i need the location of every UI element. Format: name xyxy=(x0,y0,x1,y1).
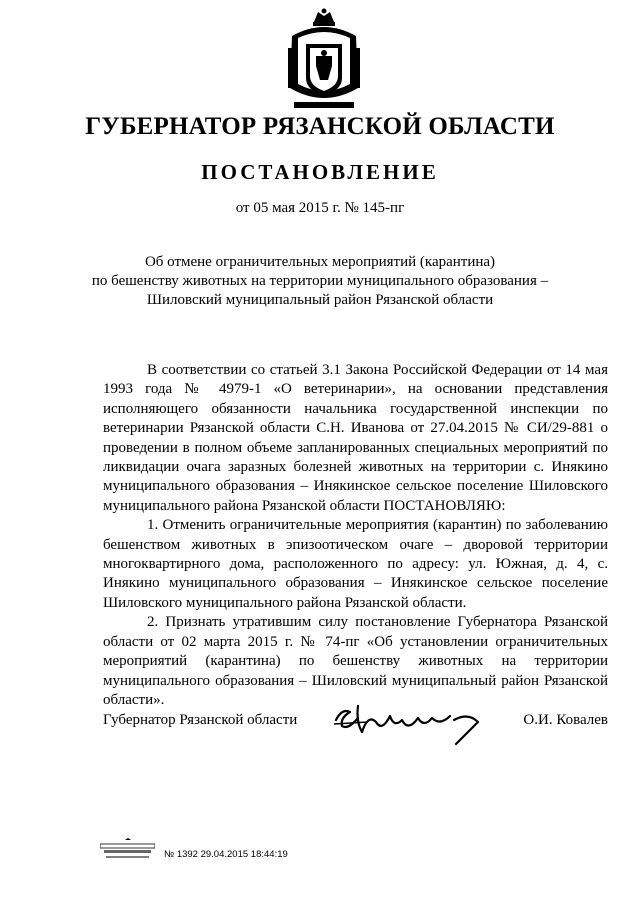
signatory-position: Губернатор Рязанской области xyxy=(103,712,298,728)
handwritten-signature xyxy=(328,698,503,748)
decree-title: ПОСТАНОВЛЕНИЕ xyxy=(201,160,439,184)
decree-subject xyxy=(0,253,640,310)
body-paragraph-item-2: 2. Признать утратившим силу постановление Губернатора Рязанской области от 02 марта 2015 г. № 74-пг «Об установлении ограничительных мероприятий (карантина) по бешенству животных на территории муниципального образования – Шиловский муниципальный район Рязанской области». xyxy=(103,614,608,708)
signature-block xyxy=(103,712,608,742)
registration-footer xyxy=(100,838,360,864)
subject-line: по бешенству животных на территории муниципального образования – xyxy=(91,273,549,289)
coat-of-arms-emblem xyxy=(284,8,364,114)
registry-stamp-logo xyxy=(100,838,155,860)
body-paragraph-preamble: В соответствии со статьей 3.1 Закона Российской Федерации от 14 мая 1993 года № 4979-1 «О ветеринарии», на основании представления исполняющего обязанности начальника государственной инспекции по ветеринарии Рязанской области С.Н. Иванова от 27.04.2015 № СИ/29-881 о проведении в полном объеме запланированных специальных мероприятий по ликвидации очага заразных болезней животных на территории с. Инякино муниципального образования – Инякинское сельское поселение Шиловского муниципального района Рязанской области ПОСТАНОВЛЯЮ: xyxy=(103,362,608,514)
decree-date-number: от 05 мая 2015 г. № 145-пг xyxy=(235,200,405,216)
subject-line: Шиловский муниципальный район Рязанской области xyxy=(146,292,494,308)
body-paragraph-item-1: 1. Отменить ограничительные мероприятия (карантин) по заболеванию бешенством животных в эпизоотическом очаге – дворовой территории многоквартирного дома, расположенного по адресу: ул. Южная, д. 4, с. Инякино муниципального образования – Инякинское сельское поселение Шиловского муниципального района Рязанской области. xyxy=(103,517,608,611)
governor-title: ГУБЕРНАТОР РЯЗАНСКОЙ ОБЛАСТИ xyxy=(85,113,555,140)
registration-number-timestamp: № 1392 29.04.2015 18:44:19 xyxy=(164,849,288,860)
subject-line: Об отмене ограничительных мероприятий (карантина) xyxy=(144,254,496,270)
decree-body xyxy=(103,361,608,710)
signatory-name: О.И. Ковалев xyxy=(523,712,608,728)
